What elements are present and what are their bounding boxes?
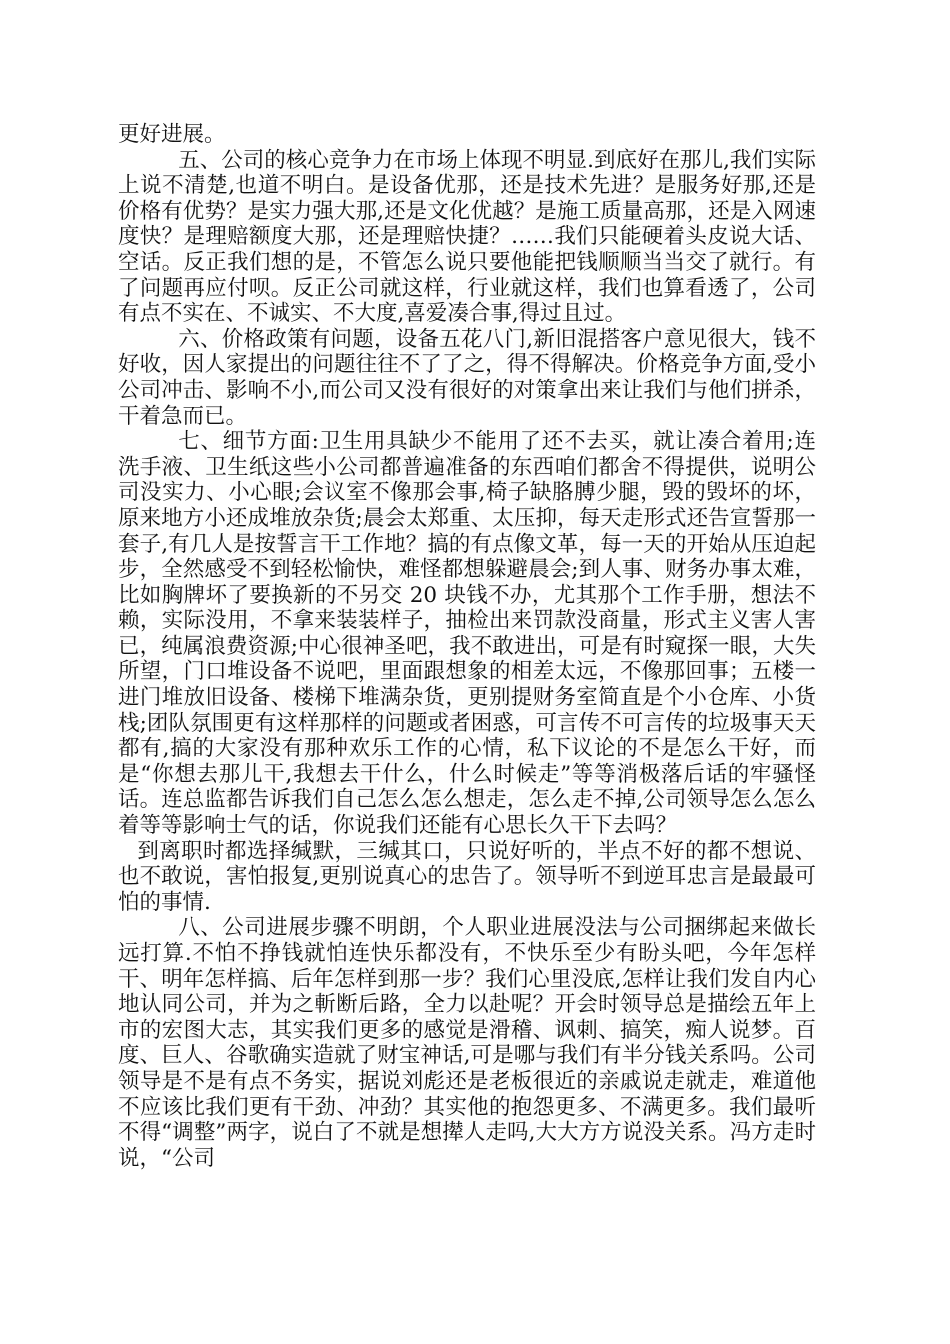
paragraph-section-eight: 八、公司进展步骤不明朗，个人职业进展没法与公司捆绑起来做长远打算.不怕不挣钱就怕连快乐都没有，不快乐至少有盼头吧，今年怎样干、明年怎样搞、后年怎样到那一步？我们心里没底,怎样让我们发自内心地认同公司，并为之斬断后路，全力以赴呢？开会时领导总是描绘五年上市的宏图大志，其实我们更多的感觉是滑稽、讽刺、搞笑，痴人说梦。百度、巨人、谷歌确实造就了财宝神话,可是哪与我们有半分钱关系吗。公司领导是不是有点不务实，据说刘彪还是老板很近的亲戚说走就走，难道他不应该比我们更有干劲、冲劲？其实他的抱怨更多、不满更多。我们最听不得“调整”两字，说白了不就是想撵人走吗,大大方方说没关系。冯方走时说，“公司 bbox=[118, 915, 816, 1171]
paragraph-section-seven: 七、细节方面:卫生用具缺少不能用了还不去买，就让凑合着用;连洗手液、卫生纸这些小公司都普遍准备的东西咱们都舍不得提供，说明公司没实力、小心眼;会议室不像那会事,椅子缺胳膊少腿，毁的毁坏的坏，原来地方小还成堆放杂货;晨会太郑重、太压抑，每天走形式还告宣誓那一套子,有几人是按誓言干工作地？搞的有点像文革，每一天的开始从压迫起步，全然感受不到轻松愉快，难怪都想躲避晨会;到人事、财务办事太难，比如胸牌坏了要换新的不另交 20 块钱不办，尤其那个工作手册，想法不赖，实际没用，不拿来装装样子，抽检出来罚款没商量，形式主义害人害已，纯属浪费资源;中心很神圣吧，我不敢进出，可是有时窥探一眼，大失所望，门口堆设备不说吧，里面跟想象的相差太远，不像那回事；五楼一进门堆放旧设备、楼梯下堆满杂货，更别提财务室简直是个小仓库、小货栈;团队氛围更有这样那样的问题或者困惑，可言传不可言传的垃圾事天天都有,搞的大家没有那种欢乐工作的心情，私下议论的不是怎么干好，而是“你想去那儿干,我想去干什么，什么时候走”等等消极落后话的牢骚怪话。连总监都告诉我们自己怎么怎么想走，怎么走不掉,公司领导怎么怎么着等等影响士气的话，你说我们还能有心思长久干下去吗？ bbox=[118, 429, 816, 839]
paragraph-continuation: 更好进展。 bbox=[118, 122, 226, 147]
paragraph-section-five: 五、公司的核心竞争力在市场上体现不明显.到底好在那儿,我们实际上说不清楚,也道不明白。是设备优那，还是技术先进？是服务好那,还是价格有优势？是实力强大那,还是文化优越？是施工质量高那，还是入网速度快？是理赔额度大那，还是理赔快捷？……我们只能硬着头皮说大话、空话。反正我们想的是，不管怎么说只要他能把钱顺顺当当交了就行。有了问题再应付呗。反正公司就这样，行业就这样，我们也算看透了，公司有点不实在、不诚实、不大度,喜爱凑合事,得过且过。 bbox=[118, 147, 816, 327]
document-page bbox=[118, 122, 816, 1171]
paragraph-section-six: 六、价格政策有问题，设备五花八门,新旧混搭客户意见很大，钱不好收，因人家提出的问题往往不了了之，得不得解决。价格竞争方面,受小公司冲击、影响不小,而公司又没有很好的对策拿出来让我们与他们拼杀，干着急而已。 bbox=[118, 326, 816, 429]
paragraph-resignation-silence: 到离职时都选择缄默，三缄其口，只说好听的，半点不好的都不想说、也不敢说，害怕报复,更别说真心的忠告了。领导听不到逆耳忠言是最最可怕的事情. bbox=[118, 838, 816, 915]
